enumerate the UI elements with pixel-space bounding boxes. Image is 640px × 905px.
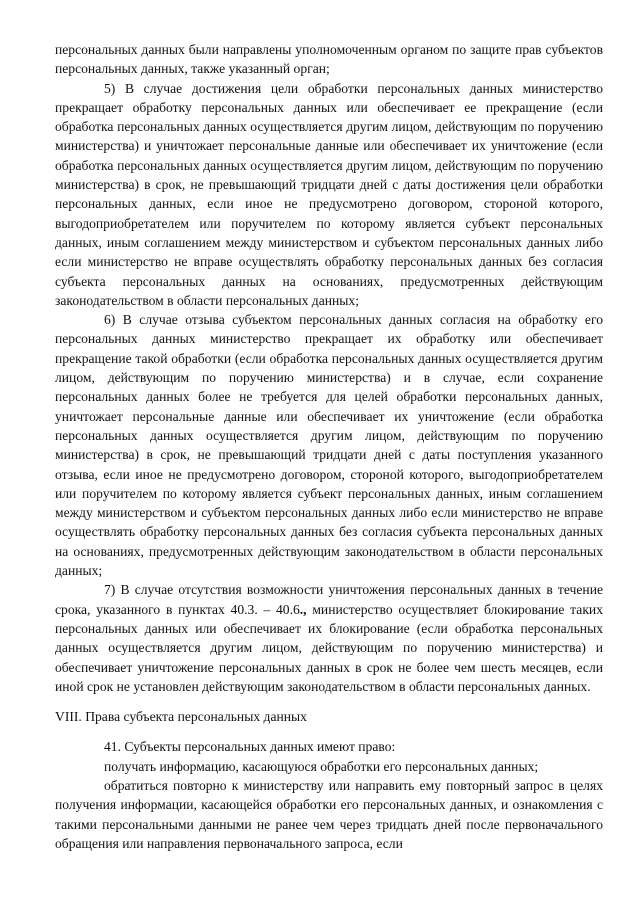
paragraph-item-7 <box>55 580 603 696</box>
paragraph-item-6: 6) В случае отзыва субъектом персональных данных согласия на обработку его персональных данных министерство прекращает их обработку или обеспечивает прекращение такой обработки (если обработка персональных данных осуществляется другим лицом, действующим по поручению министерства) и в случае, если сохранение персональных данных более не требуется для целей обработки персональных данных, уничтожает персональные данные или обеспечивает их уничтожение (если обработка персональных данных осуществляется другим лицом, действующим по поручению министерства) в срок, не превышающий тридцати дней с даты поступления указанного отзыва, если иное не предусмотрено договором, стороной которого, выгодоприобретателем или поручителем по которому является субъект персональных данных, иным соглашением между министерством и субъектом персональных данных либо если министерство не вправе осуществлять обработку персональных данных без согласия субъекта персональных данных на основаниях, предусмотренных действующим законодательством в области персональных данных; <box>55 312 603 579</box>
paragraph-41: 41. Субъекты персональных данных имеют право: <box>104 739 396 755</box>
paragraph-item-7-bold-mark: ., <box>299 601 307 617</box>
paragraph-item-7-text-start: 7) В случае отсутствия возможности уничтожения персональных данных в течение срока, указанного в пунктах 40.3. – 40.6 <box>55 582 603 617</box>
paragraph-41-right-a: получать информацию, касающуюся обработки его персональных данных; <box>104 758 539 774</box>
paragraph-41-right-b: обратиться повторно к министерству или направить ему повторный запрос в целях получения информации, касающейся обработки его персональных данных, и ознакомления с такими персональными данными не ранее чем через тридцать дней после первоначального обращения или направления первоначального запроса, если <box>55 777 603 851</box>
paragraph-continuation: персональных данных были направлены уполномоченным органом по защите прав субъектов персональных данных, также указанный орган; <box>55 42 603 77</box>
paragraph-item-7-text-end: министерство осуществляет блокирование таких персональных данных или обеспечивает их блокирование (если обработка персональных данных осуществляется другим лицом, действующим по поручению министерства) и обеспечивает уничтожение персональных данных в срок не более чем шесть месяцев, если иной срок не установлен действующим законодательством в области персональных данных. <box>55 601 603 694</box>
paragraph-item-5: 5) В случае достижения цели обработки персональных данных министерство прекращает обработку персональных данных или обеспечивает ее прекращение (если обработка персональных данных осуществляется другим лицом, действующим по поручению министерства) и уничтожает персональные данные или обеспечивает их уничтожение (если обработка персональных данных осуществляется другим лицом, действующим по поручению министерства) в срок, не превышающий тридцати дней с даты достижения цели обработки персональных данных, если иное не предусмотрено договором, стороной которого, выгодоприобретателем или поручителем по которому является субъект персональных данных, иным соглашением между министерством и субъектом персональных данных либо если министерство не вправе осуществлять обработку персональных данных без согласия субъекта персональных данных на основаниях, предусмотренных действующим законодательством в области персональных данных; <box>55 80 603 308</box>
section-heading: VIII. Права субъекта персональных данных <box>55 709 307 725</box>
